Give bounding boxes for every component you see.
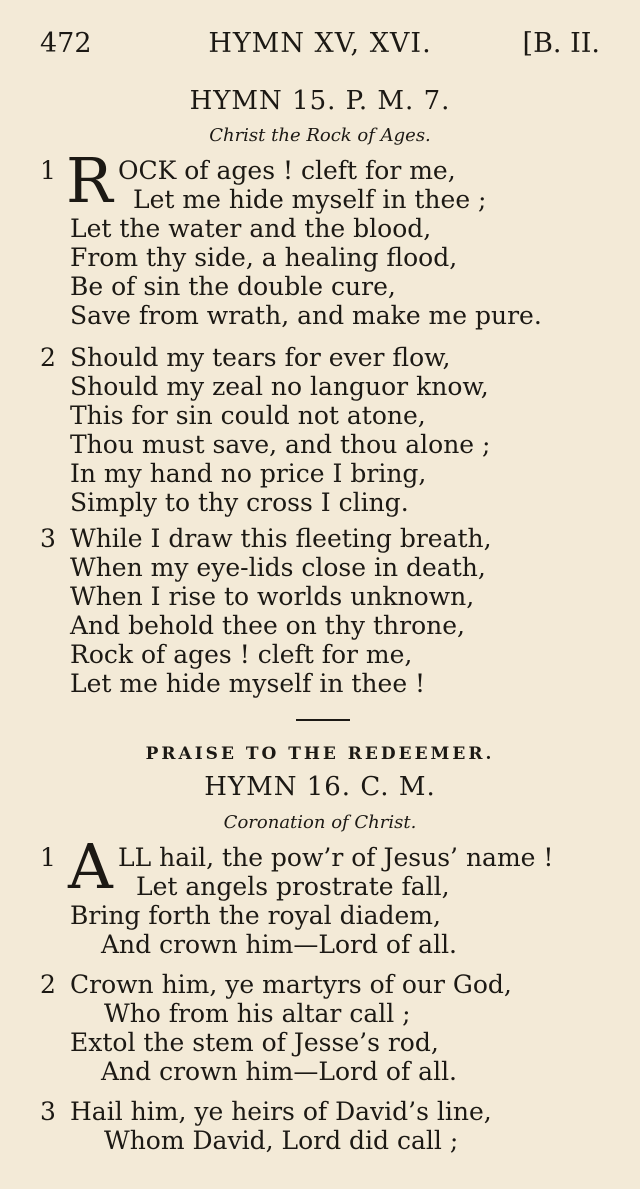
section-divider xyxy=(296,719,350,721)
verse-number: 2 xyxy=(40,343,56,372)
verse-line: Crown him, ye martyrs of our God, xyxy=(70,970,512,999)
verse-line: Rock of ages ! cleft for me, xyxy=(70,640,413,669)
verse-line: Bring forth the royal diadem, xyxy=(70,901,441,930)
hymn15-title: HYMN 15. P. M. 7. xyxy=(189,86,451,116)
header-title: HYMN XV, XVI. xyxy=(208,28,432,59)
verse-line: This for sin could not atone, xyxy=(70,401,426,430)
verse-line: When I rise to worlds unknown, xyxy=(70,582,475,611)
hymn15-subtitle: Christ the Rock of Ages. xyxy=(209,125,431,146)
section-heading: PRAISE TO THE REDEEMER. xyxy=(145,744,495,764)
verse-line: Thou must save, and thou alone ; xyxy=(70,430,491,459)
verse-line: And crown him—Lord of all. xyxy=(101,930,458,959)
verse-number: 2 xyxy=(40,970,56,999)
verse-line: While I draw this fleeting breath, xyxy=(70,524,492,553)
verse-line: Should my tears for ever flow, xyxy=(70,343,451,372)
verse-line: Let me hide myself in thee ! xyxy=(70,669,426,698)
header-section: [B. II. xyxy=(522,28,600,59)
verse-line: Should my zeal no languor know, xyxy=(70,372,489,401)
hymn16-subtitle: Coronation of Christ. xyxy=(223,812,417,833)
verse-line: Let angels prostrate fall, xyxy=(136,872,450,901)
verse-line: And crown him—Lord of all. xyxy=(101,1057,458,1086)
verse-number: 3 xyxy=(40,524,56,553)
verse-number: 1 xyxy=(40,843,56,872)
verse-number: 3 xyxy=(40,1097,56,1126)
drop-cap: A xyxy=(68,830,113,903)
verse-line: Let the water and the blood, xyxy=(70,214,432,243)
verse-line: Extol the stem of Jesse’s rod, xyxy=(70,1028,439,1057)
verse-line: From thy side, a healing flood, xyxy=(70,243,458,272)
verse-line: Who from his altar call ; xyxy=(104,999,411,1028)
page-number: 472 xyxy=(40,28,92,59)
verse-line: When my eye-lids close in death, xyxy=(70,553,486,582)
verse-line: LL hail, the pow’r of Jesus’ name ! xyxy=(118,843,554,872)
verse-line: And behold thee on thy throne, xyxy=(70,611,465,640)
verse-line: Let me hide myself in thee ; xyxy=(133,185,487,214)
verse-line: Whom David, Lord did call ; xyxy=(104,1126,459,1155)
verse-number: 1 xyxy=(40,156,56,185)
hymn16-title: HYMN 16. C. M. xyxy=(204,772,436,802)
verse-line: Simply to thy cross I cling. xyxy=(70,488,409,517)
running-header xyxy=(0,28,640,68)
verse-line: Hail him, ye heirs of David’s line, xyxy=(70,1097,492,1126)
drop-cap: R xyxy=(66,144,113,217)
verse-line: Be of sin the double cure, xyxy=(70,272,396,301)
verse-line: Save from wrath, and make me pure. xyxy=(70,301,542,330)
verse-line: OCK of ages ! cleft for me, xyxy=(118,156,456,185)
verse-line: In my hand no price I bring, xyxy=(70,459,427,488)
